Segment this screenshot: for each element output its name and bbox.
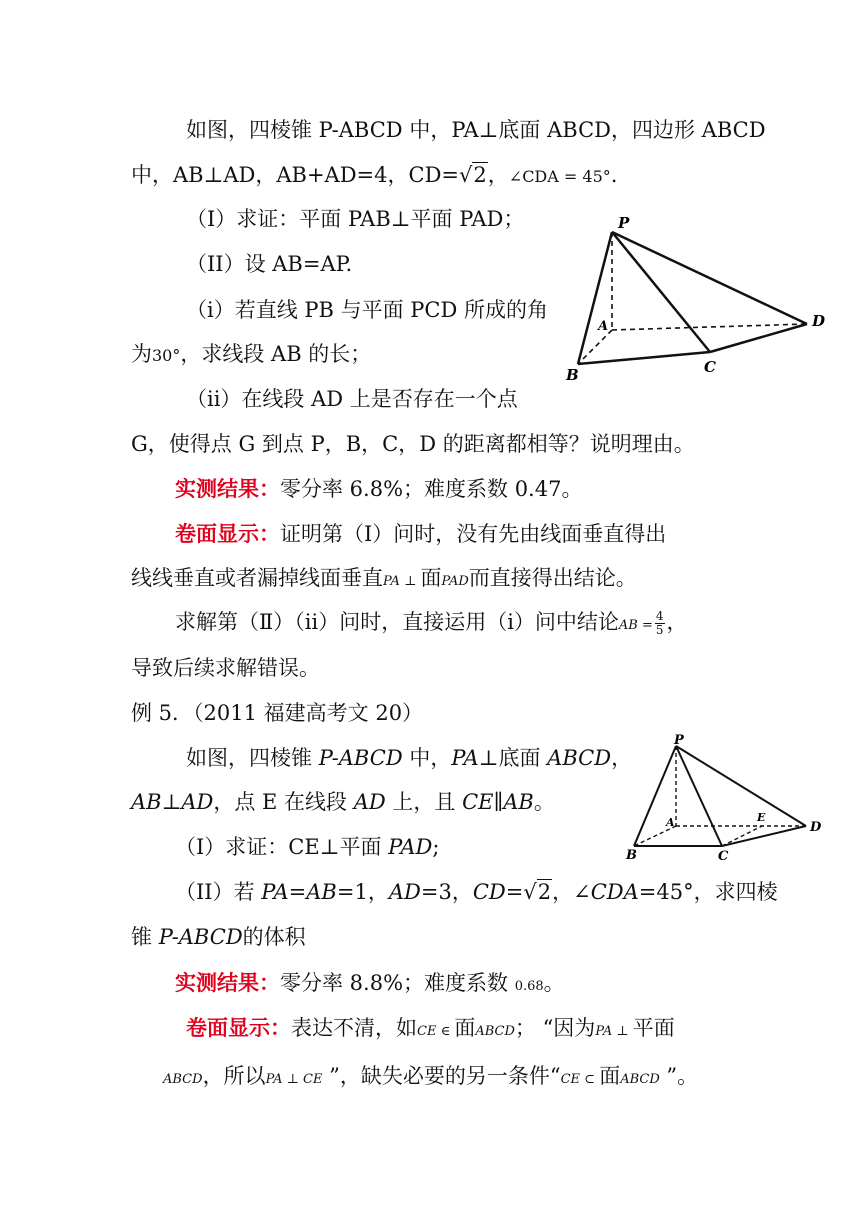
edge-pb: [578, 232, 612, 364]
angle-cda-expr: ∠CDA = 45°: [508, 167, 611, 186]
edge-pb: [634, 746, 676, 846]
p1-display-2: 求解第（Ⅱ）（ⅱ）问时，直接运用（i）问中结论AB = $\frac{4}{5}$ ，: [175, 609, 688, 637]
label-b: B: [626, 848, 637, 863]
label-c: C: [704, 358, 716, 376]
edge-bc: [578, 352, 710, 364]
label-e: E: [757, 811, 766, 824]
label-p: P: [618, 214, 630, 232]
p1-part1: （I）求证：平面 PAB⊥平面 PAD；: [186, 207, 525, 231]
p1-result: 实测结果：零分率 6.8%；难度系数 0.47。: [175, 476, 583, 501]
p1-display-cont: 线线垂直或者漏掉线面垂直PA ⊥ 面PAD而直接得出结论。: [131, 566, 637, 590]
label-c: C: [718, 849, 729, 864]
p1-display: 卷面显示：证明第（Ⅰ）问时，没有先由线面垂直得出: [175, 521, 667, 546]
label-a: A: [598, 319, 609, 334]
ex5-heading: 例 5．（2011 福建高考文 20）: [131, 701, 424, 725]
display-label: 卷面显示：: [186, 1015, 291, 1040]
label-d: D: [810, 820, 822, 835]
fraction-4-5: $\frac{4}{5}$: [655, 609, 664, 637]
ex5-part2-cont: 锥 P-ABCD的体积: [131, 925, 306, 949]
ex5-part2: （II）若 PA=AB=1，AD=3，CD=√2，∠CDA=45°，求四棱: [175, 880, 778, 904]
sqrt-2-ex5: √2: [523, 880, 552, 904]
edge-pc: [612, 232, 710, 352]
sqrt-2: √2: [459, 163, 487, 187]
p1-part2-i: （i）若直线 PB 与平面 PCD 所成的角: [186, 298, 549, 322]
display-label: 卷面显示：: [175, 521, 280, 546]
edge-cd: [710, 324, 807, 352]
result-label: 实测结果：: [175, 970, 280, 995]
pyramid-figure-1: [562, 212, 842, 388]
ex5-line2: AB⊥AD，点 E 在线段 AD 上，且 CE∥AB。: [131, 790, 555, 814]
p1-part2-ii-cont: G，使得点 G 到点 P，B，C，D 的距离都相等？说明理由。: [131, 432, 695, 456]
edge-cd: [722, 826, 806, 846]
ex5-line1: 如图，四棱锥 P-ABCD 中，PA⊥底面 ABCD，: [186, 746, 633, 770]
ex5-display-cont: ABCD，所以PA ⊥ CE ”，缺失必要的另一条件“CE ⊂ 面ABCD ”。: [163, 1064, 699, 1088]
edge-pd: [612, 232, 807, 324]
ex5-display: 卷面显示：表达不清，如CE ∈ 面ABCD； “因为PA ⊥ 平面: [186, 1015, 675, 1040]
ex5-part1: （I）求证：CE⊥平面 PAD;: [175, 835, 440, 859]
edge-ce: [722, 826, 762, 846]
label-b: B: [566, 366, 579, 384]
result-label: 实测结果：: [175, 476, 280, 501]
p1-line2: 中，AB⊥AD，AB+AD=4，CD=√2，∠CDA = 45°.: [131, 163, 618, 187]
p1-part2-ii: （ii）在线段 AD 上是否存在一个点: [186, 387, 518, 411]
p1-display-2-cont: 导致后续求解错误。: [131, 656, 320, 680]
label-d: D: [812, 312, 826, 330]
p1-line1: 如图，四棱锥 P-ABCD 中，PA⊥底面 ABCD，四边形 ABCD: [186, 118, 766, 142]
p1-part2: （II）设 AB=AP.: [186, 252, 353, 276]
p1-part2-i-cont: 为30°，求线段 AB 的长；: [131, 342, 372, 366]
pyramid-figure-2: [622, 732, 832, 864]
ex5-result: 实测结果：零分率 8.8%；难度系数 0.68。: [175, 970, 565, 995]
edge-ad: [612, 324, 807, 330]
label-p: P: [674, 733, 684, 748]
label-a: A: [666, 816, 675, 829]
